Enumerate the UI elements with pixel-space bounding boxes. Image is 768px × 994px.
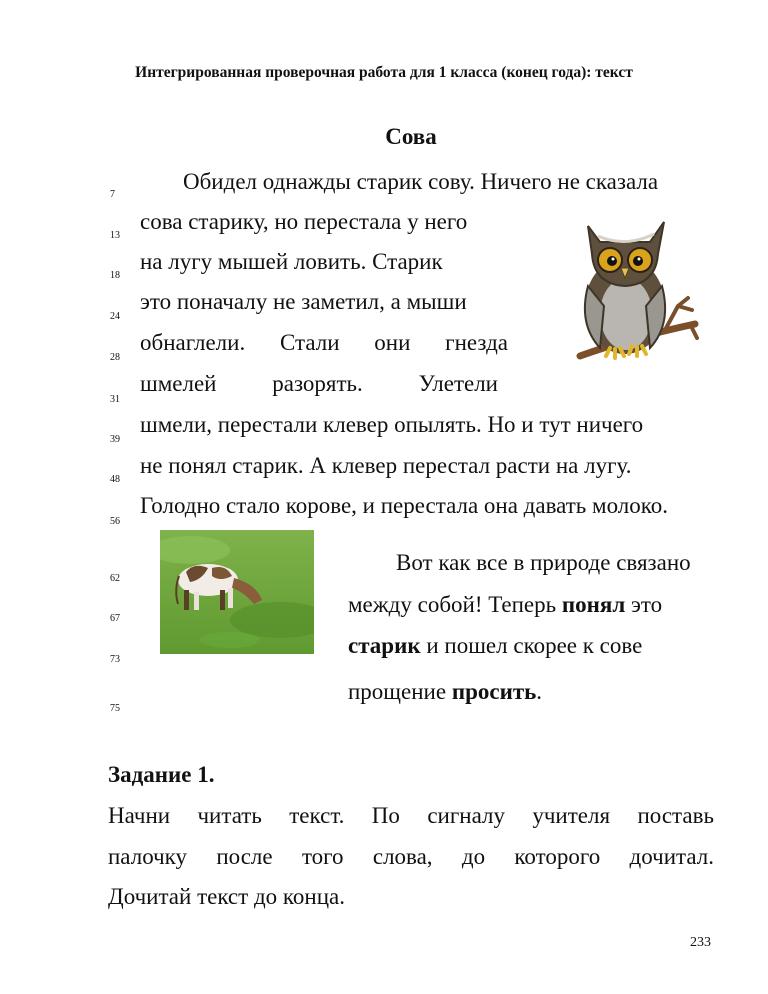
task-line-2 (108, 845, 714, 868)
word: дочитал. (629, 844, 714, 869)
word: обнаглели. (140, 330, 246, 355)
word-count: 62 (110, 573, 120, 584)
story-line-4: это поначалу не заметил, а мыши (140, 289, 467, 314)
story-line-5 (140, 331, 508, 354)
word-count: 39 (110, 434, 120, 445)
story-line-6 (140, 372, 498, 395)
word: поставь (637, 803, 714, 828)
word-count: 48 (110, 474, 120, 485)
word: они (374, 330, 411, 355)
word-count: 67 (110, 613, 120, 624)
word: того (301, 844, 344, 869)
word: до (461, 844, 486, 869)
word-count: 75 (110, 703, 120, 714)
bold-word: старик (348, 633, 421, 658)
story-line-12: старик и пошел скорее к сове (348, 633, 643, 658)
bold-word: просить (451, 679, 537, 704)
word-count: 31 (110, 394, 120, 405)
cow-icon (160, 530, 314, 654)
word: текст. (289, 803, 345, 828)
story-line-13: прощение просить. (348, 679, 543, 704)
word-count: 73 (110, 654, 120, 665)
owl-illustration (570, 206, 700, 376)
word: шмелей (140, 371, 217, 396)
story-line-8: не понял старик. А клевер перестал расти на лугу. (140, 453, 632, 478)
story-line-2: сова старику, но перестала у него (140, 209, 468, 234)
story-line-9: Голодно стало корове, и перестала она давать молоко. (140, 493, 669, 518)
word-count: 56 (110, 516, 120, 527)
story-line-11: между собой! Теперь понял это (348, 592, 663, 617)
task-line-1 (108, 804, 714, 827)
story-line-3: на лугу мышей ловить. Старик (140, 249, 443, 274)
word: гнезда (445, 330, 508, 355)
owl-icon (570, 206, 700, 376)
word-count: 28 (110, 352, 120, 363)
word: Стали (279, 330, 340, 355)
word: Улетели (418, 371, 498, 396)
word: Начни (108, 803, 171, 828)
word: читать (197, 803, 262, 828)
word: По (371, 803, 400, 828)
task-heading: Задание 1. (108, 762, 215, 787)
bold-word: понял (561, 592, 626, 617)
word: слова, (372, 844, 433, 869)
word: палочку (108, 844, 188, 869)
story-line-7: шмели, перестали клевер опылять. Но и тут ничего (140, 412, 644, 437)
word-count: 13 (110, 230, 120, 241)
word: которого (514, 844, 601, 869)
cow-photo (160, 530, 314, 654)
word: разорять. (272, 371, 363, 396)
story-title: Сова (385, 124, 437, 149)
page-header: Интегрированная проверочная работа для 1 класса (конец года): текст (135, 64, 633, 81)
word: после (216, 844, 273, 869)
task-line-3: Дочитай текст до конца. (108, 884, 345, 909)
word-count: 24 (110, 311, 120, 322)
page-number: 233 (690, 935, 711, 950)
story-line-10: Вот как все в природе связано (396, 550, 691, 575)
word-count: 18 (110, 270, 120, 281)
word: учителя (532, 803, 611, 828)
story-line-1: Обидел однажды старик сову. Ничего не сказала (183, 169, 659, 194)
word-count: 7 (110, 189, 115, 200)
word: сигналу (427, 803, 505, 828)
